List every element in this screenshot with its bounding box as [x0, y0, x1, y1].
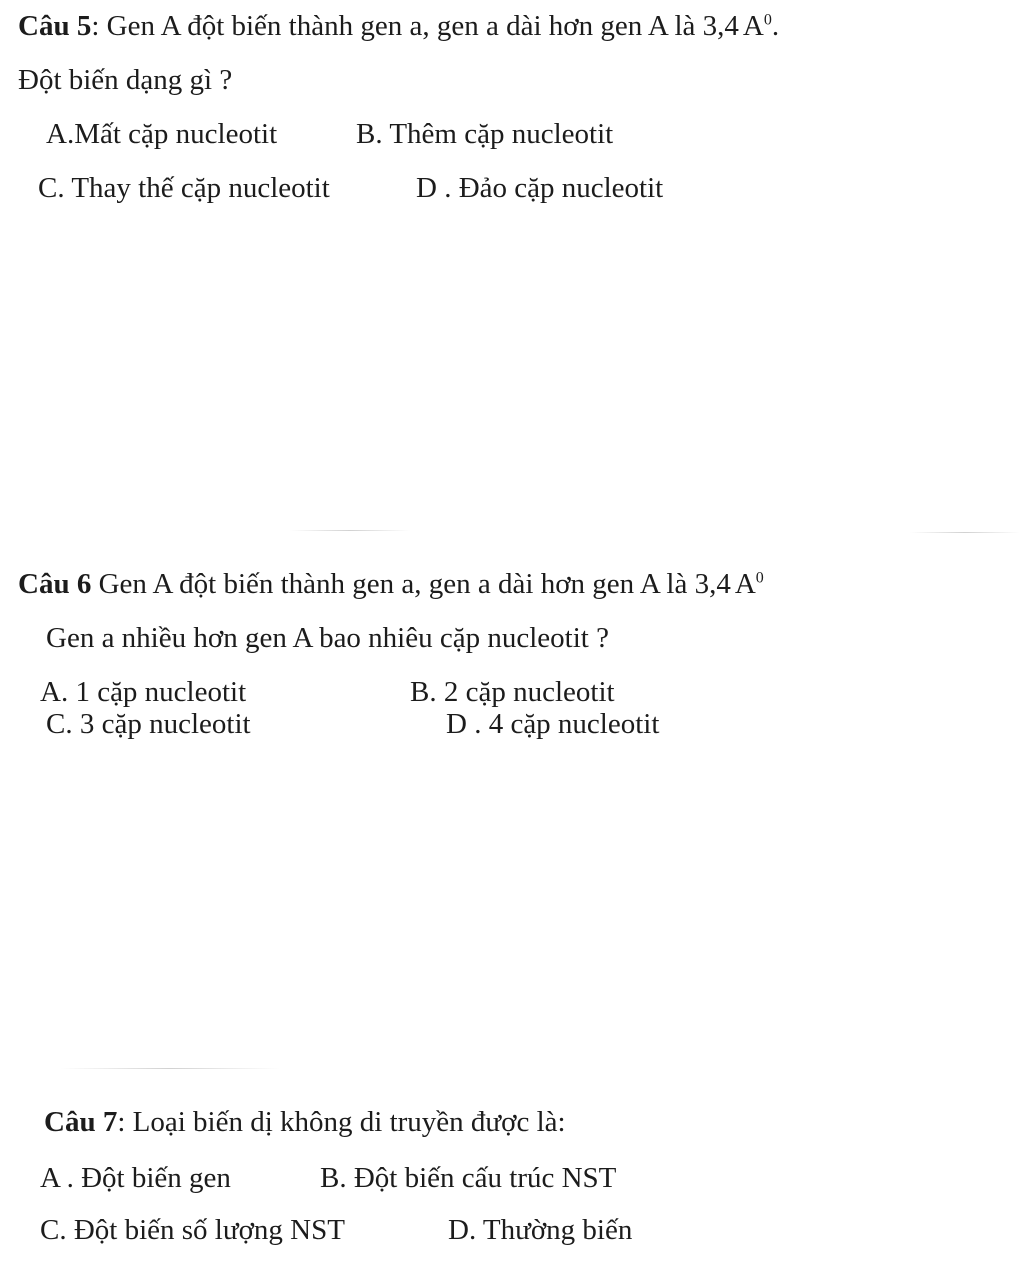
q5-option-b: B. Thêm cặp nucleotit — [356, 118, 614, 150]
q7-number: Câu 7 — [44, 1106, 118, 1138]
q5-stem — [18, 8, 779, 44]
q6-option-d: D . 4 cặp nucleotit — [446, 708, 660, 740]
q6-unit — [735, 566, 764, 602]
q5-unit — [743, 8, 772, 44]
q5-trailing: . — [771, 10, 780, 42]
q5-option-c: C. Thay thế cặp nucleotit — [38, 172, 330, 204]
q7-option-c: C. Đột biến số lượng NST — [40, 1214, 345, 1246]
q7-option-d: D. Thường biến — [448, 1214, 633, 1246]
q6-stem — [18, 566, 764, 602]
q6-option-c: C. 3 cặp nucleotit — [46, 708, 251, 740]
q6-unit-sup: 0 — [755, 569, 764, 587]
divider — [60, 1068, 280, 1069]
q5-option-a: A.Mất cặp nucleotit — [46, 118, 278, 150]
q5-stem-text: : Gen A đột biến thành gen a, gen a dài hơn gen A là 3,4 — [91, 10, 739, 42]
q6-option-a: A. 1 cặp nucleotit — [40, 676, 247, 708]
q5-unit-letter: A — [742, 10, 764, 42]
divider — [290, 530, 410, 531]
q6-option-b: B. 2 cặp nucleotit — [410, 676, 615, 708]
q7-option-b: B. Đột biến cấu trúc NST — [320, 1162, 617, 1194]
q5-number: Câu 5 — [18, 10, 92, 42]
q7-stem-text: : Loại biến dị không di truyền được là: — [117, 1106, 566, 1138]
q5-unit-sup: 0 — [763, 11, 772, 29]
q6-line2: Gen a nhiều hơn gen A bao nhiêu cặp nucleotit ? — [46, 622, 609, 654]
q7-stem — [44, 1104, 566, 1140]
q6-unit-letter: A — [734, 568, 756, 600]
q6-stem-text: Gen A đột biến thành gen a, gen a dài hơn gen A là 3,4 — [91, 568, 731, 600]
q5-line2: Đột biến dạng gì ? — [18, 64, 233, 96]
q7-option-a: A . Đột biến gen — [40, 1162, 231, 1194]
q6-number: Câu 6 — [18, 568, 92, 600]
q5-option-d: D . Đảo cặp nucleotit — [416, 172, 664, 204]
divider — [910, 532, 1020, 533]
